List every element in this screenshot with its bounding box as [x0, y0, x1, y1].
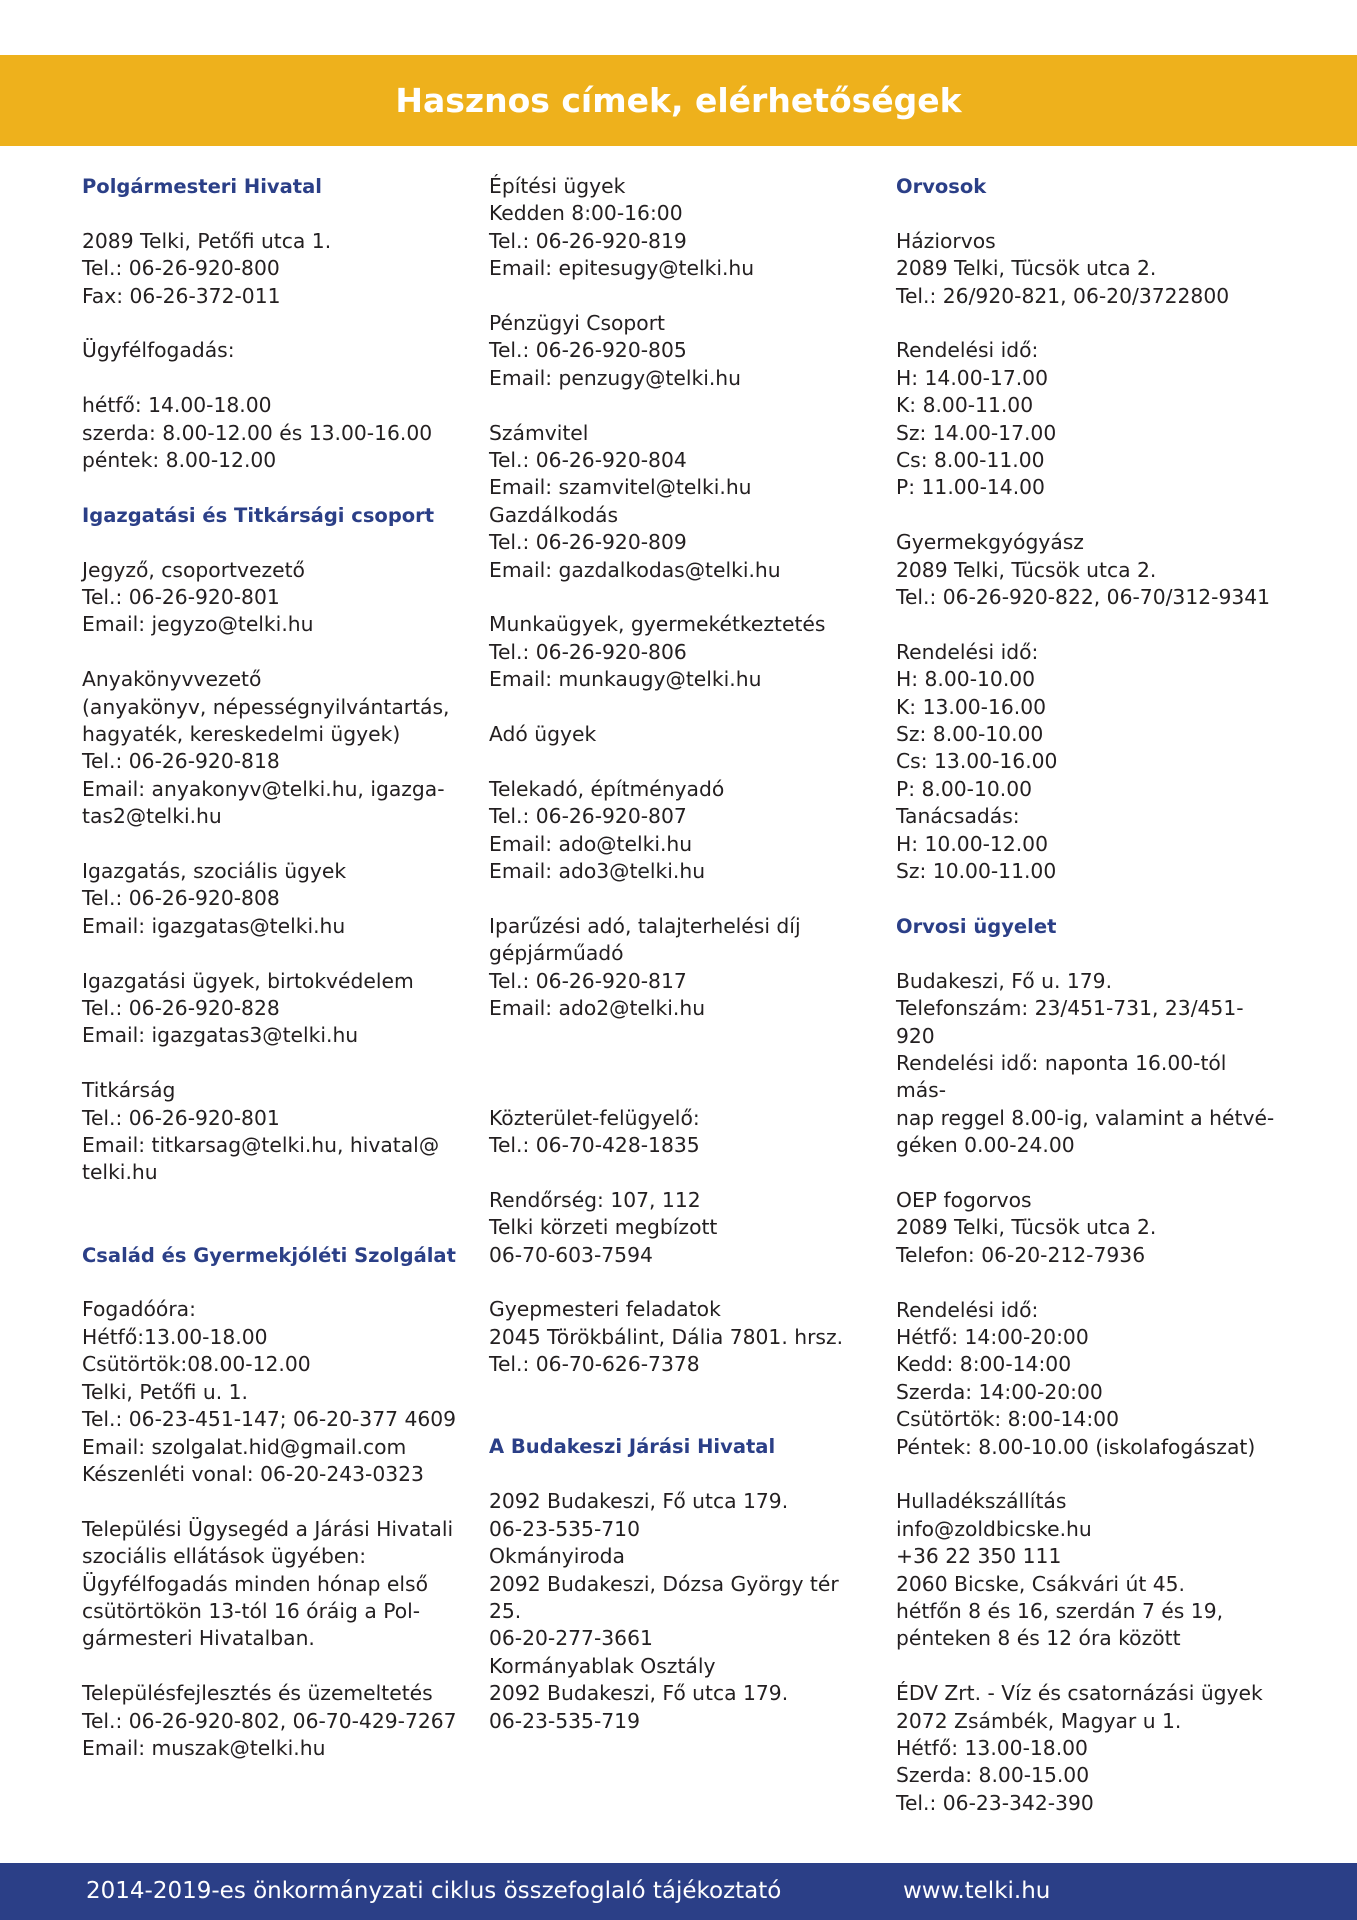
spacer: [489, 1379, 869, 1406]
text-line: Rendelési idő: naponta 16.00-tól más-: [896, 1050, 1227, 1103]
text-line: 2092 Budakeszi, Fő utca 179.: [489, 1489, 789, 1514]
text-line: Titkárság: [82, 1078, 176, 1103]
text-line: Kedden 8:00-16:00: [489, 201, 683, 226]
text-line: Telekadó, építményadó: [489, 776, 725, 801]
spacer: [896, 502, 1276, 529]
text-line: Számvitel: [489, 420, 589, 445]
text-line: Tel.: 06-70-626-7378: [489, 1352, 700, 1377]
text-line: Hulladékszállítás: [896, 1489, 1067, 1514]
text-line: Cs: 8.00-11.00: [896, 448, 1045, 473]
text-line: csütörtökön 13-tól 16 óráig a Pol-: [82, 1598, 421, 1623]
footer-website-link[interactable]: www.telki.hu: [903, 1878, 1051, 1904]
spacer: [82, 1488, 462, 1515]
text-line: Email: titkarsag@telki.hu, hivatal@: [82, 1133, 440, 1158]
spacer: [489, 392, 869, 419]
text-line: Igazgatás, szociális ügyek: [82, 859, 347, 884]
spacer: [82, 639, 462, 666]
text-line: Munkaügyek, gyermekétkeztetés: [489, 612, 826, 637]
text-line: Tel.: 06-26-920-822, 06-70/312-9341: [896, 585, 1271, 610]
text-line: info@zoldbicske.hu: [896, 1516, 1092, 1541]
text-line: K: 13.00-16.00: [896, 694, 1047, 719]
text-line: Telefon: 06-20-212-7936: [896, 1242, 1146, 1267]
text-line: Adó ügyek: [489, 722, 597, 747]
footer-caption: 2014-2019-es önkormányzati ciklus összefoglaló tájékoztató: [86, 1878, 782, 1904]
column-1: [82, 173, 462, 1762]
text-line: (anyakönyv, népességnyilvántartás,: [82, 694, 450, 719]
spacer: [489, 1461, 869, 1488]
footer-bar: [0, 1863, 1357, 1920]
spacer: [896, 1461, 1276, 1488]
text-line: Email: igazgatas@telki.hu: [82, 913, 346, 938]
spacer: [896, 940, 1276, 967]
spacer: [82, 1269, 462, 1296]
text-line: Kormányablak Osztály: [489, 1653, 716, 1678]
text-line: Tel.: 06-26-920-805: [489, 338, 687, 363]
text-line: 06-20-277-3661: [489, 1626, 653, 1651]
spacer: [489, 584, 869, 611]
text-line: Települési Ügysegéd a Járási Hivatali: [82, 1516, 454, 1541]
text-line: P: 11.00-14.00: [896, 475, 1045, 500]
text-line: szerda: 8.00-12.00 és 13.00-16.00: [82, 420, 433, 445]
text-line: Email: jegyzo@telki.hu: [82, 612, 314, 637]
text-line: ÉDV Zrt. - Víz és csatornázási ügyek: [896, 1681, 1263, 1706]
text-line: Email: igazgatas3@telki.hu: [82, 1023, 359, 1048]
text-line: H: 10.00-12.00: [896, 831, 1048, 856]
text-line: H: 8.00-10.00: [896, 667, 1036, 692]
text-line: Email: szamvitel@telki.hu: [489, 475, 752, 500]
text-line: hagyaték, kereskedelmi ügyek): [82, 722, 401, 747]
text-line: Készenléti vonal: 06-20-243-0323: [82, 1461, 424, 1486]
text-line: Budakeszi, Fő u. 179.: [896, 968, 1113, 993]
text-line: Hétfő: 14:00-20:00: [896, 1324, 1089, 1349]
text-line: Péntek: 8.00-10.00 (iskolafogászat): [896, 1434, 1256, 1459]
page-title: Hasznos címek, elérhetőségek: [395, 81, 962, 120]
text-line: K: 8.00-11.00: [896, 393, 1034, 418]
spacer: [82, 365, 462, 392]
text-line: 06-70-603-7594: [489, 1242, 653, 1267]
text-line: Email: ado2@telki.hu: [489, 996, 706, 1021]
text-line: Tel.: 06-26-920-801: [82, 585, 280, 610]
text-line: +36 22 350 111: [896, 1544, 1062, 1569]
text-line: Településfejlesztés és üzemeltetés: [82, 1681, 433, 1706]
text-line: 2045 Törökbálint, Dália 7801. hrsz.: [489, 1324, 844, 1349]
text-line: Tel.: 06-26-920-828: [82, 996, 280, 1021]
column-2: [489, 173, 869, 1735]
text-line: Fogadóóra:: [82, 1297, 196, 1322]
text-line: Telefonszám: 23/451-731, 23/451-920: [896, 996, 1244, 1048]
text-line: Sz: 8.00-10.00: [896, 722, 1044, 747]
text-line: Fax: 06-26-372-011: [82, 283, 281, 308]
text-line: szociális ellátások ügyében:: [82, 1544, 367, 1569]
text-line: 2060 Bicske, Csákvári út 45.: [896, 1571, 1185, 1596]
text-line: hétfőn 8 és 16, szerdán 7 és 19,: [896, 1598, 1224, 1623]
text-line: Tel.: 06-26-920-817: [489, 968, 687, 993]
text-line: Igazgatási ügyek, birtokvédelem: [82, 968, 414, 993]
section-heading: Orvosi ügyelet: [896, 914, 1057, 938]
text-line: Email: munkaugy@telki.hu: [489, 667, 762, 692]
section-heading: Polgármesteri Hivatal: [82, 175, 322, 198]
spacer: [82, 1050, 462, 1077]
text-line: gármesteri Hivatalban.: [82, 1626, 315, 1651]
section-heading: Igazgatási és Titkársági csoport: [82, 503, 435, 527]
spacer: [82, 831, 462, 858]
text-line: Csütörtök:08.00-12.00: [82, 1352, 311, 1377]
text-line: Ügyfélfogadás minden hónap első: [82, 1571, 428, 1596]
spacer: [82, 940, 462, 967]
text-line: gépjárműadó: [489, 941, 624, 966]
text-line: Email: ado@telki.hu: [489, 831, 693, 856]
text-line: Tel.: 06-26-920-807: [489, 804, 687, 829]
spacer: [896, 886, 1276, 913]
text-line: Telki körzeti megbízott: [489, 1215, 718, 1240]
spacer: [896, 1160, 1276, 1187]
spacer: [489, 1023, 869, 1050]
text-line: Tel.: 26/920-821, 06-20/3722800: [896, 283, 1230, 308]
text-line: 2089 Telki, Tücsök utca 2.: [896, 557, 1157, 582]
spacer: [489, 1159, 869, 1186]
section-heading: Orvosok: [896, 175, 987, 198]
text-line: Hétfő:13.00-18.00: [82, 1324, 268, 1349]
text-line: Tel.: 06-26-920-802, 06-70-429-7267: [82, 1708, 457, 1733]
section-heading: A Budakeszi Járási Hivatal: [489, 1435, 776, 1459]
spacer: [82, 1214, 462, 1241]
text-line: Tel.: 06-26-920-818: [82, 749, 280, 774]
text-line: Építési ügyek: [489, 174, 626, 198]
text-line: Tel.: 06-26-920-806: [489, 639, 687, 664]
text-line: 06-23-535-710: [489, 1516, 640, 1541]
spacer: [82, 474, 462, 501]
text-line: Rendelési idő:: [896, 338, 1039, 363]
text-line: Kedd: 8:00-14:00: [896, 1352, 1072, 1377]
spacer: [489, 1269, 869, 1296]
text-line: Email: gazdalkodas@telki.hu: [489, 557, 781, 582]
text-line: 2089 Telki, Tücsök utca 2.: [896, 1215, 1157, 1240]
text-line: Tel.: 06-26-920-808: [82, 886, 280, 911]
text-line: Sz: 14.00-17.00: [896, 420, 1057, 445]
text-line: 25.: [489, 1598, 522, 1623]
text-line: Cs: 13.00-16.00: [896, 749, 1058, 774]
title-banner: [0, 55, 1357, 146]
spacer: [896, 310, 1276, 337]
text-line: telki.hu: [82, 1160, 158, 1185]
spacer: [489, 283, 869, 310]
text-line: Tel.: 06-26-920-819: [489, 228, 687, 253]
column-3: [896, 173, 1276, 1817]
text-line: Tel.: 06-26-920-809: [489, 530, 687, 555]
text-line: géken 0.00-24.00: [896, 1133, 1075, 1158]
text-line: Sz: 10.00-11.00: [896, 859, 1057, 884]
text-line: Telki, Petőfi u. 1.: [82, 1379, 248, 1404]
spacer: [489, 694, 869, 721]
text-line: nap reggel 8.00-ig, valamint a hétvé-: [896, 1105, 1275, 1130]
text-line: Gazdálkodás: [489, 502, 619, 527]
text-line: 06-23-535-719: [489, 1708, 640, 1733]
spacer: [896, 611, 1276, 638]
text-line: Gyepmesteri feladatok: [489, 1297, 721, 1322]
spacer: [896, 1269, 1276, 1296]
text-line: Tel.: 06-26-920-800: [82, 256, 280, 281]
spacer: [489, 1077, 869, 1104]
text-line: Email: szolgalat.hid@gmail.com: [82, 1434, 407, 1459]
text-line: Tel.: 06-26-920-801: [82, 1105, 280, 1130]
spacer: [82, 1653, 462, 1680]
text-line: Anyakönyvvezető: [82, 667, 262, 692]
spacer: [489, 1050, 869, 1077]
text-line: Gyermekgyógyász: [896, 530, 1084, 555]
text-line: Email: ado3@telki.hu: [489, 859, 706, 884]
text-line: Rendelési idő:: [896, 639, 1039, 664]
text-line: hétfő: 14.00-18.00: [82, 393, 272, 418]
text-line: Pénzügyi Csoport: [489, 311, 666, 336]
text-line: Csütörtök: 8:00-14:00: [896, 1407, 1119, 1432]
text-line: Ügyfélfogadás:: [82, 338, 235, 363]
text-line: P: 8.00-10.00: [896, 776, 1033, 801]
spacer: [82, 1187, 462, 1214]
text-line: 2072 Zsámbék, Magyar u 1.: [896, 1708, 1182, 1733]
text-line: Tel.: 06-26-920-804: [489, 448, 687, 473]
text-line: Szerda: 14:00-20:00: [896, 1379, 1103, 1404]
spacer: [489, 1406, 869, 1433]
text-line: Tel.: 06-23-342-390: [896, 1790, 1094, 1815]
spacer: [489, 748, 869, 775]
text-line: Email: anyakonyv@telki.hu, igazga-: [82, 776, 445, 801]
text-line: Szerda: 8.00-15.00: [896, 1763, 1090, 1788]
text-line: OEP fogorvos: [896, 1187, 1032, 1212]
text-line: tas2@telki.hu: [82, 804, 222, 829]
text-line: 2089 Telki, Tücsök utca 2.: [896, 256, 1157, 281]
text-line: H: 14.00-17.00: [896, 365, 1048, 390]
text-line: Iparűzési adó, talajterhelési díj: [489, 913, 801, 938]
spacer: [82, 529, 462, 556]
text-line: pénteken 8 és 12 óra között: [896, 1626, 1181, 1651]
text-line: péntek: 8.00-12.00: [82, 448, 277, 473]
text-line: Email: muszak@telki.hu: [82, 1735, 326, 1760]
spacer: [489, 885, 869, 912]
text-line: Okmányiroda: [489, 1544, 625, 1569]
text-line: Jegyző, csoportvezető: [82, 557, 305, 582]
spacer: [82, 310, 462, 337]
text-line: 2092 Budakeszi, Dózsa György tér: [489, 1571, 839, 1596]
text-line: Email: penzugy@telki.hu: [489, 365, 742, 390]
text-line: Tel.: 06-70-428-1835: [489, 1133, 700, 1158]
text-line: Tanácsadás:: [896, 804, 1020, 829]
text-line: Rendelési idő:: [896, 1297, 1039, 1322]
text-line: Tel.: 06-23-451-147; 06-20-377 4609: [82, 1407, 457, 1432]
text-line: Közterület-felügyelő:: [489, 1105, 700, 1130]
text-line: Email: epitesugy@telki.hu: [489, 256, 755, 281]
text-line: Hétfő: 13.00-18.00: [896, 1736, 1088, 1760]
text-line: 2092 Budakeszi, Fő utca 179.: [489, 1681, 789, 1706]
text-line: Rendőrség: 107, 112: [489, 1187, 701, 1212]
section-heading: Család és Gyermekjóléti Szolgálat: [82, 1243, 456, 1267]
text-line: 2089 Telki, Petőfi utca 1.: [82, 228, 332, 253]
spacer: [896, 200, 1276, 227]
spacer: [82, 200, 462, 227]
text-line: Háziorvos: [896, 228, 996, 253]
spacer: [896, 1653, 1276, 1680]
